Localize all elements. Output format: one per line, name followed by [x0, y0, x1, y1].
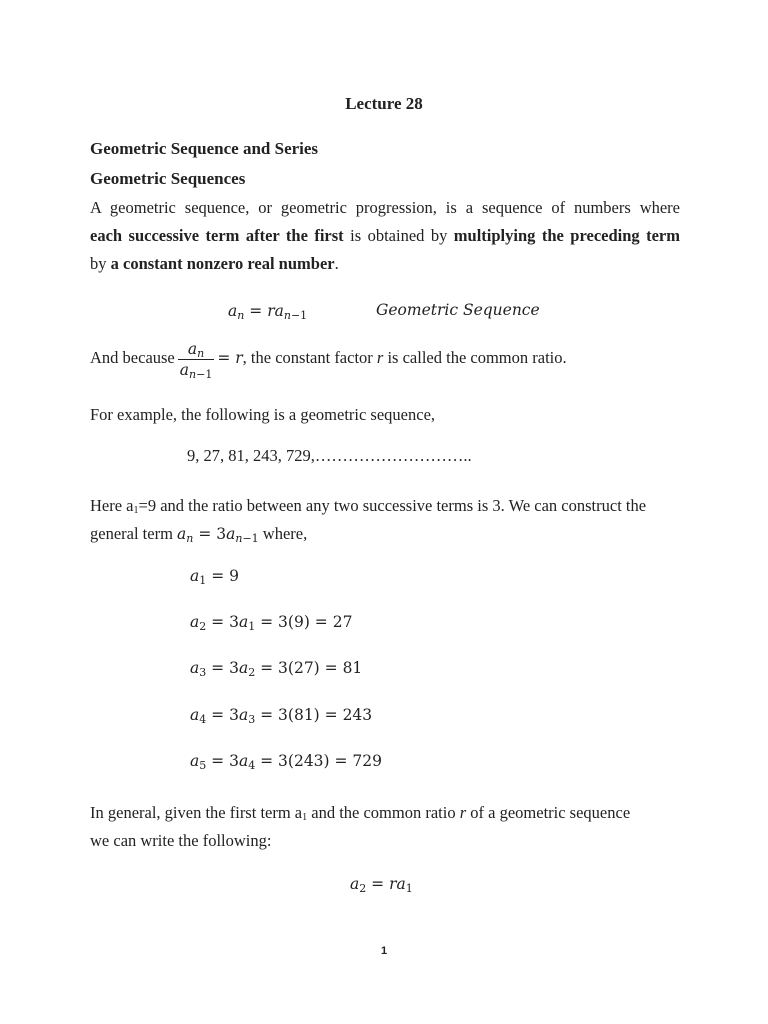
common-ratio-sentence: And because $\frac{a_n}{a_{n-1}}$ = r, the constant factor r is called the common ratio. [90, 339, 567, 381]
term-5: $a_5 = 3a_4 = 3(243) = 729$ [190, 752, 383, 772]
here-line-1 [90, 492, 646, 520]
term-3-value: = 3(27) = 81 [260, 659, 363, 677]
here-a: Here a [90, 496, 134, 515]
term-4-value: = 3(81) = 243 [260, 706, 373, 724]
page-number: 1 [380, 945, 388, 957]
intro-period: . [334, 254, 339, 273]
intro-paragraph [90, 194, 680, 278]
formula-label: Geometric Sequence [376, 301, 540, 319]
here-subscript: 1 [133, 505, 139, 516]
general-r: r [459, 803, 467, 822]
intro-emphasis-multiplying: multiplying the preceding term [453, 226, 680, 245]
intro-line-3 [90, 250, 680, 278]
example-intro: For example, the following is a geometric sequence, [90, 405, 436, 424]
general-term-formula: $a_n = 3a_{n-1}$ [177, 525, 259, 545]
section-heading-sequences: Geometric Sequences [90, 169, 246, 188]
general-term-suffix: where, [258, 524, 308, 543]
intro-line-2 [90, 222, 680, 250]
intro-line-1: A geometric sequence, or geometric progression, is a sequence of numbers where [90, 198, 680, 217]
term-5-value: = 3(243) = 729 [260, 752, 383, 770]
intro-text-by: by [90, 254, 111, 273]
general-term-prefix: general term [90, 524, 178, 543]
general-mid: and the common ratio [307, 803, 460, 822]
general-prefix: In general, given the first term a [90, 803, 303, 822]
intro-emphasis-constant: a constant nonzero real number [110, 254, 335, 273]
general-line-1 [90, 799, 630, 827]
general-paragraph [90, 799, 630, 855]
section-heading-series: Geometric Sequence and Series [90, 139, 319, 158]
intro-emphasis-successive: each successive term after the first [90, 226, 344, 245]
because-suffix: , the constant factor [242, 348, 377, 367]
term-2: $a_2 = 3a_1 = 3(9) = 27$ [190, 613, 353, 633]
here-paragraph [90, 492, 646, 548]
here-line-2 [90, 520, 646, 548]
here-rest: =9 and the ratio between any two successive terms is 3. We can construct the [138, 496, 647, 515]
term-4: $a_4 = 3a_3 = 3(81) = 243$ [190, 706, 373, 726]
term-2-value: = 3(9) = 27 [260, 613, 353, 631]
intro-text-obtained: is obtained by [343, 226, 454, 245]
recursive-formula: $a_n = ra_{n-1}$ [228, 302, 308, 322]
general-rest: of a geometric sequence [466, 803, 631, 822]
term-1: $a_1 = 9$ [190, 567, 239, 587]
example-sequence: 9, 27, 81, 243, 729,……………………….. [187, 446, 472, 465]
general-line-2: we can write the following: [90, 831, 272, 850]
term-1-value: = 9 [211, 567, 239, 585]
term-3: $a_3 = 3a_2 = 3(27) = 81$ [190, 659, 363, 679]
general-subscript: 1 [302, 812, 308, 823]
page-title: Lecture 28 [345, 94, 423, 113]
formula-a2: $a_2 = ra_1$ [350, 875, 413, 895]
because-prefix: And because [90, 348, 175, 367]
because-suffix-2: is called the common ratio. [383, 348, 567, 367]
ratio-symbol-r: r [376, 348, 384, 367]
ratio-fraction: $\frac{a_n}{a_{n-1}}$ [179, 339, 213, 381]
